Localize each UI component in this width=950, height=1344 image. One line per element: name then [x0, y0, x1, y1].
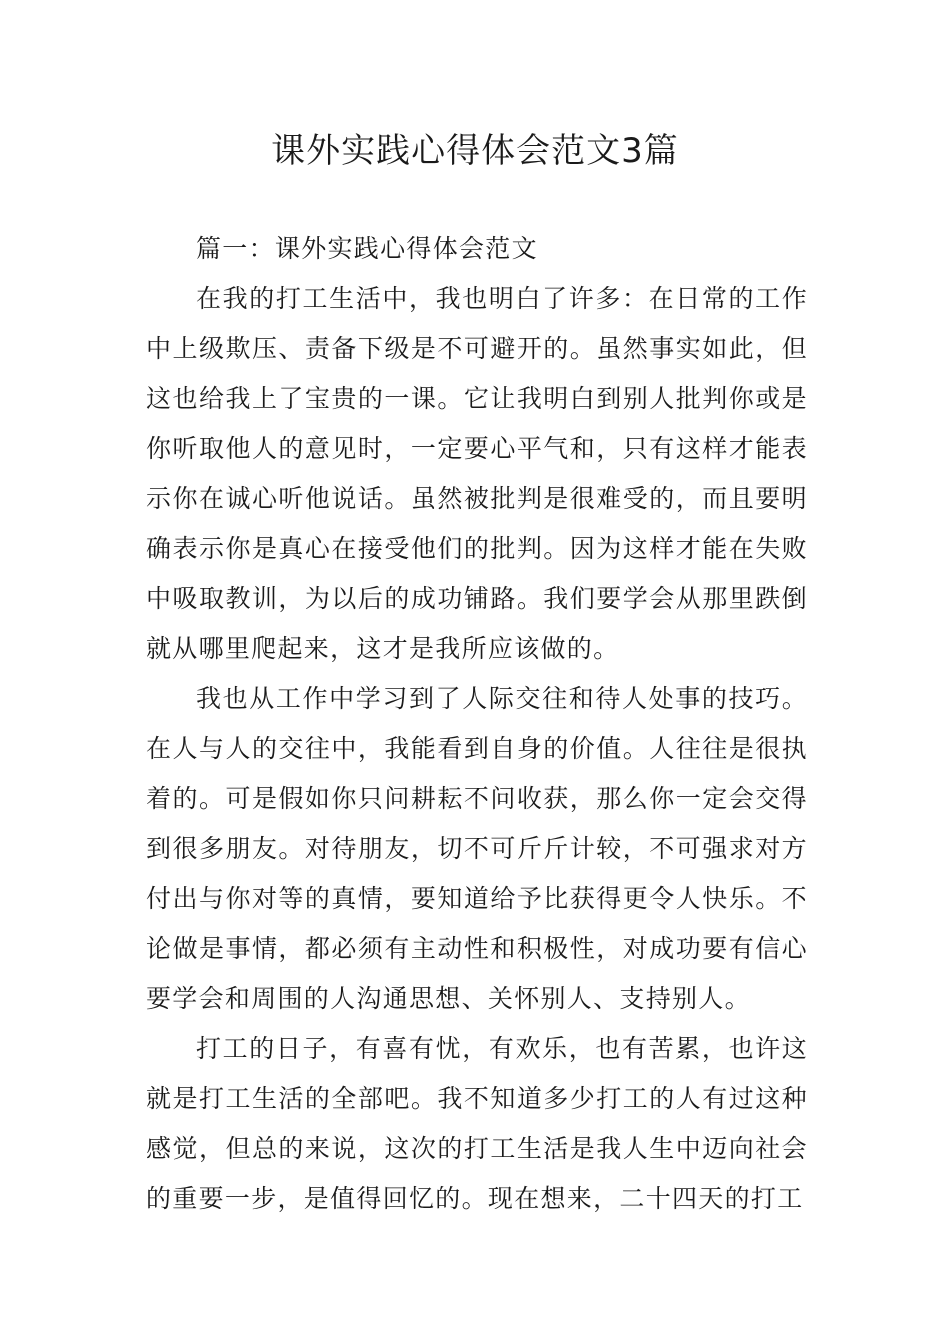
paragraph-3: 打工的日子，有喜有忧，有欢乐，也有苦累，也许这就是打工生活的全部吧。我不知道多少打工的人有过这种感觉，但总的来说，这次的打工生活是我人生中迈向社会的重要一步，是值得回忆的。现在想来，二十四天的打工: [146, 1034, 808, 1213]
paragraph-2: 我也从工作中学习到了人际交往和待人处事的技巧。在人与人的交往中，我能看到自身的价值。人往往是很执着的。可是假如你只问耕耘不问收获，那么你一定会交得到很多朋友。对待朋友，切不可斤斤计较，不可强求对方付出与你对等的真情，要知道给予比获得更令人快乐。不论做是事情，都必须有主动性和积极性，对成功要有信心要学会和周围的人沟通思想、关怀别人、支持别人。: [146, 684, 808, 1013]
document-title: 课外实践心得体会范文3篇: [271, 131, 679, 171]
document-body: [146, 224, 808, 1224]
section-heading: 篇一：课外实践心得体会范文: [196, 234, 538, 263]
paragraph-1: 在我的打工生活中，我也明白了许多：在日常的工作中上级欺压、责备下级是不可避开的。虽然事实如此，但这也给我上了宝贵的一课。它让我明白到别人批判你或是你听取他人的意见时，一定要心平气和，只有这样才能表示你在诚心听他说话。虽然被批判是很难受的，而且要明确表示你是真心在接受他们的批判。因为这样才能在失败中吸取教训，为以后的成功铺路。我们要学会从那里跌倒就从哪里爬起来，这才是我所应该做的。: [146, 284, 808, 663]
